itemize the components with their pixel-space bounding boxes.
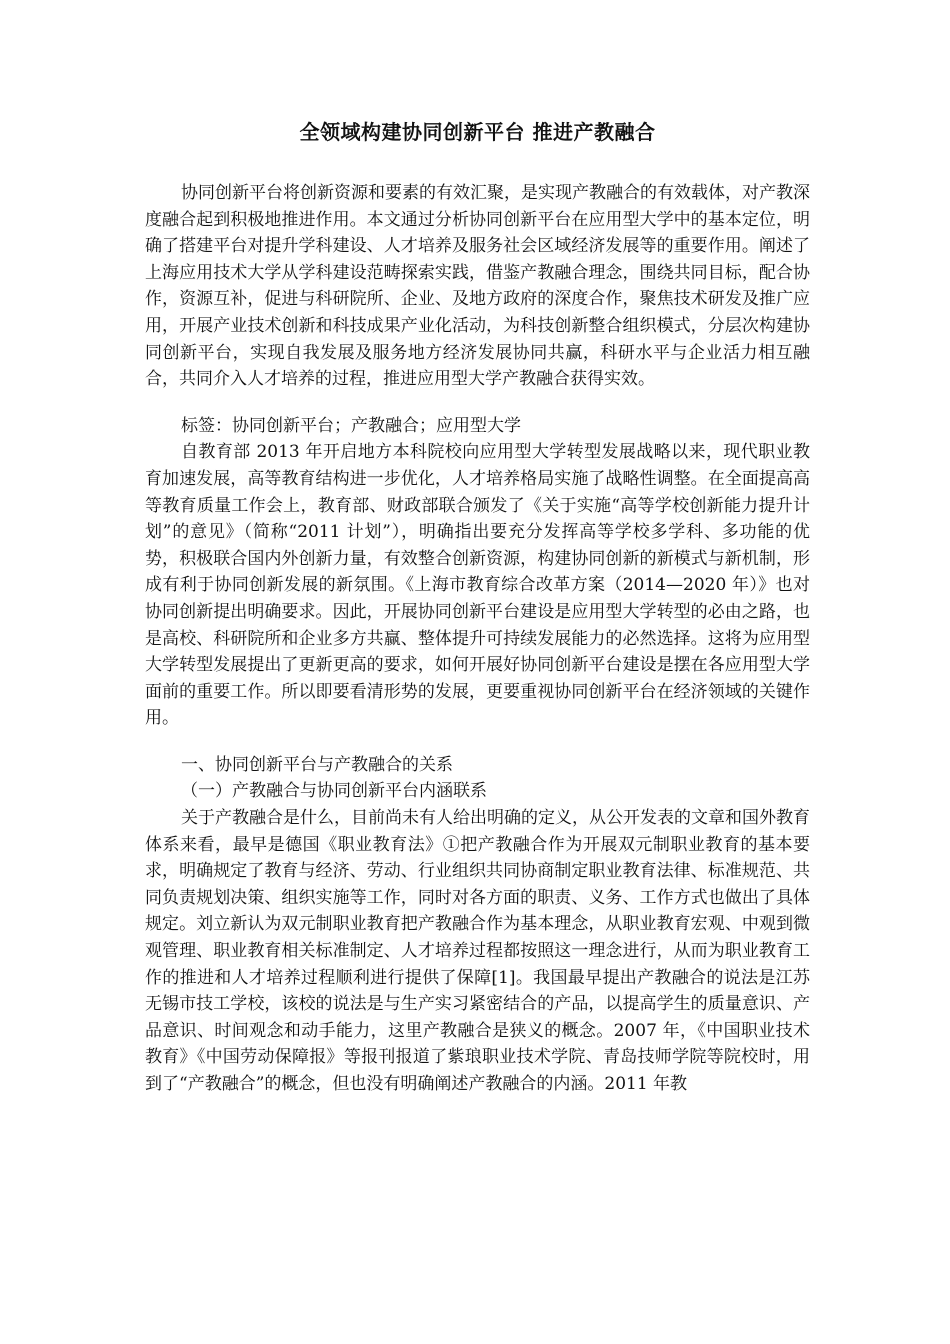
subsection-heading-1: （一）产教融合与协同创新平台内涵联系: [181, 781, 487, 802]
keywords-line: 标签：协同创新平台；产教融合；应用型大学: [181, 415, 521, 436]
document-page: [145, 118, 810, 1098]
document-title: 全领域构建协同创新平台 推进产教融合: [299, 120, 656, 144]
abstract-paragraph: 协同创新平台将创新资源和要素的有效汇聚，是实现产教融合的有效载体，对产教深度融合起到积极地推进作用。本文通过分析协同创新平台在应用型大学中的基本定位，明确了搭建平台对提升学科建设、人才培养及服务社会区域经济发展等的重要作用。阐述了上海应用技术大学从学科建设范畴探索实践，借鉴产教融合理念，围绕共同目标，配合协作，资源互补，促进与科研院所、企业、及地方政府的深度合作，聚焦技术研发及推广应用，开展产业技术创新和科技成果产业化活动，为科技创新整合组织模式，分层次构建协同创新平台，实现自我发展及服务地方经济发展协同共赢，科研水平与企业活力相互融合，共同介入人才培养的过程，推进应用型大学产教融合获得实效。: [145, 183, 810, 390]
section-heading-1: 一、协同创新平台与产教融合的关系: [181, 754, 453, 775]
intro-paragraph: 自教育部 2013 年开启地方本科院校向应用型大学转型发展战略以来，现代职业教育加速发展，高等教育结构进一步优化，人才培养格局实施了战略性调整。在全面提高高等教育质量工作会上，教育部、财政部联合颁发了《关于实施“高等学校创新能力提升计划”的意见》（简称“2011 计划”），明确指出要充分发挥高等学校多学科、多功能的优势，积极联合国内外创新力量，有效整合创新资源，构建协同创新的新模式与新机制，形成有利于协同创新发展的新氛围。《上海市教育综合改革方案（2014—2020 年）》也对协同创新提出明确要求。因此，开展协同创新平台建设是应用型大学转型的必由之路，也是高校、科研院所和企业多方共赢、整体提升可持续发展能力的必然选择。这将为应用型大学转型发展提出了更新更高的要求，如何开展好协同创新平台建设是摆在各应用型大学面前的重要工作。所以即要看清形势的发展，更要重视协同创新平台在经济领域的关键作用。: [145, 442, 810, 729]
body-paragraph: 关于产教融合是什么，目前尚未有人给出明确的定义，从公开发表的文章和国外教育体系来看，最早是德国《职业教育法》①把产教融合作为开展双元制职业教育的基本要求，明确规定了教育与经济、劳动、行业组织共同协商制定职业教育法律、标准规范、共同负责规划决策、组织实施等工作，同时对各方面的职责、义务、工作方式也做出了具体规定。刘立新认为双元制职业教育把产教融合作为基本理念，从职业教育宏观、中观到微观管理、职业教育相关标准制定、人才培养过程都按照这一理念进行，从而为职业教育工作的推进和人才培养过程顺利进行提供了保障[1]。我国最早提出产教融合的说法是江苏无锡市技工学校，该校的说法是与生产实习紧密结合的产品，以提高学生的质量意识、产品意识、时间观念和动手能力，这里产教融合是狭义的概念。2007 年，《中国职业技术教育》《中国劳动保障报》等报刊报道了紫琅职业技术学院、青岛技师学院等院校时，用到了“产教融合”的概念，但也没有明确阐述产教融合的内涵。2011 年教: [145, 808, 810, 1094]
